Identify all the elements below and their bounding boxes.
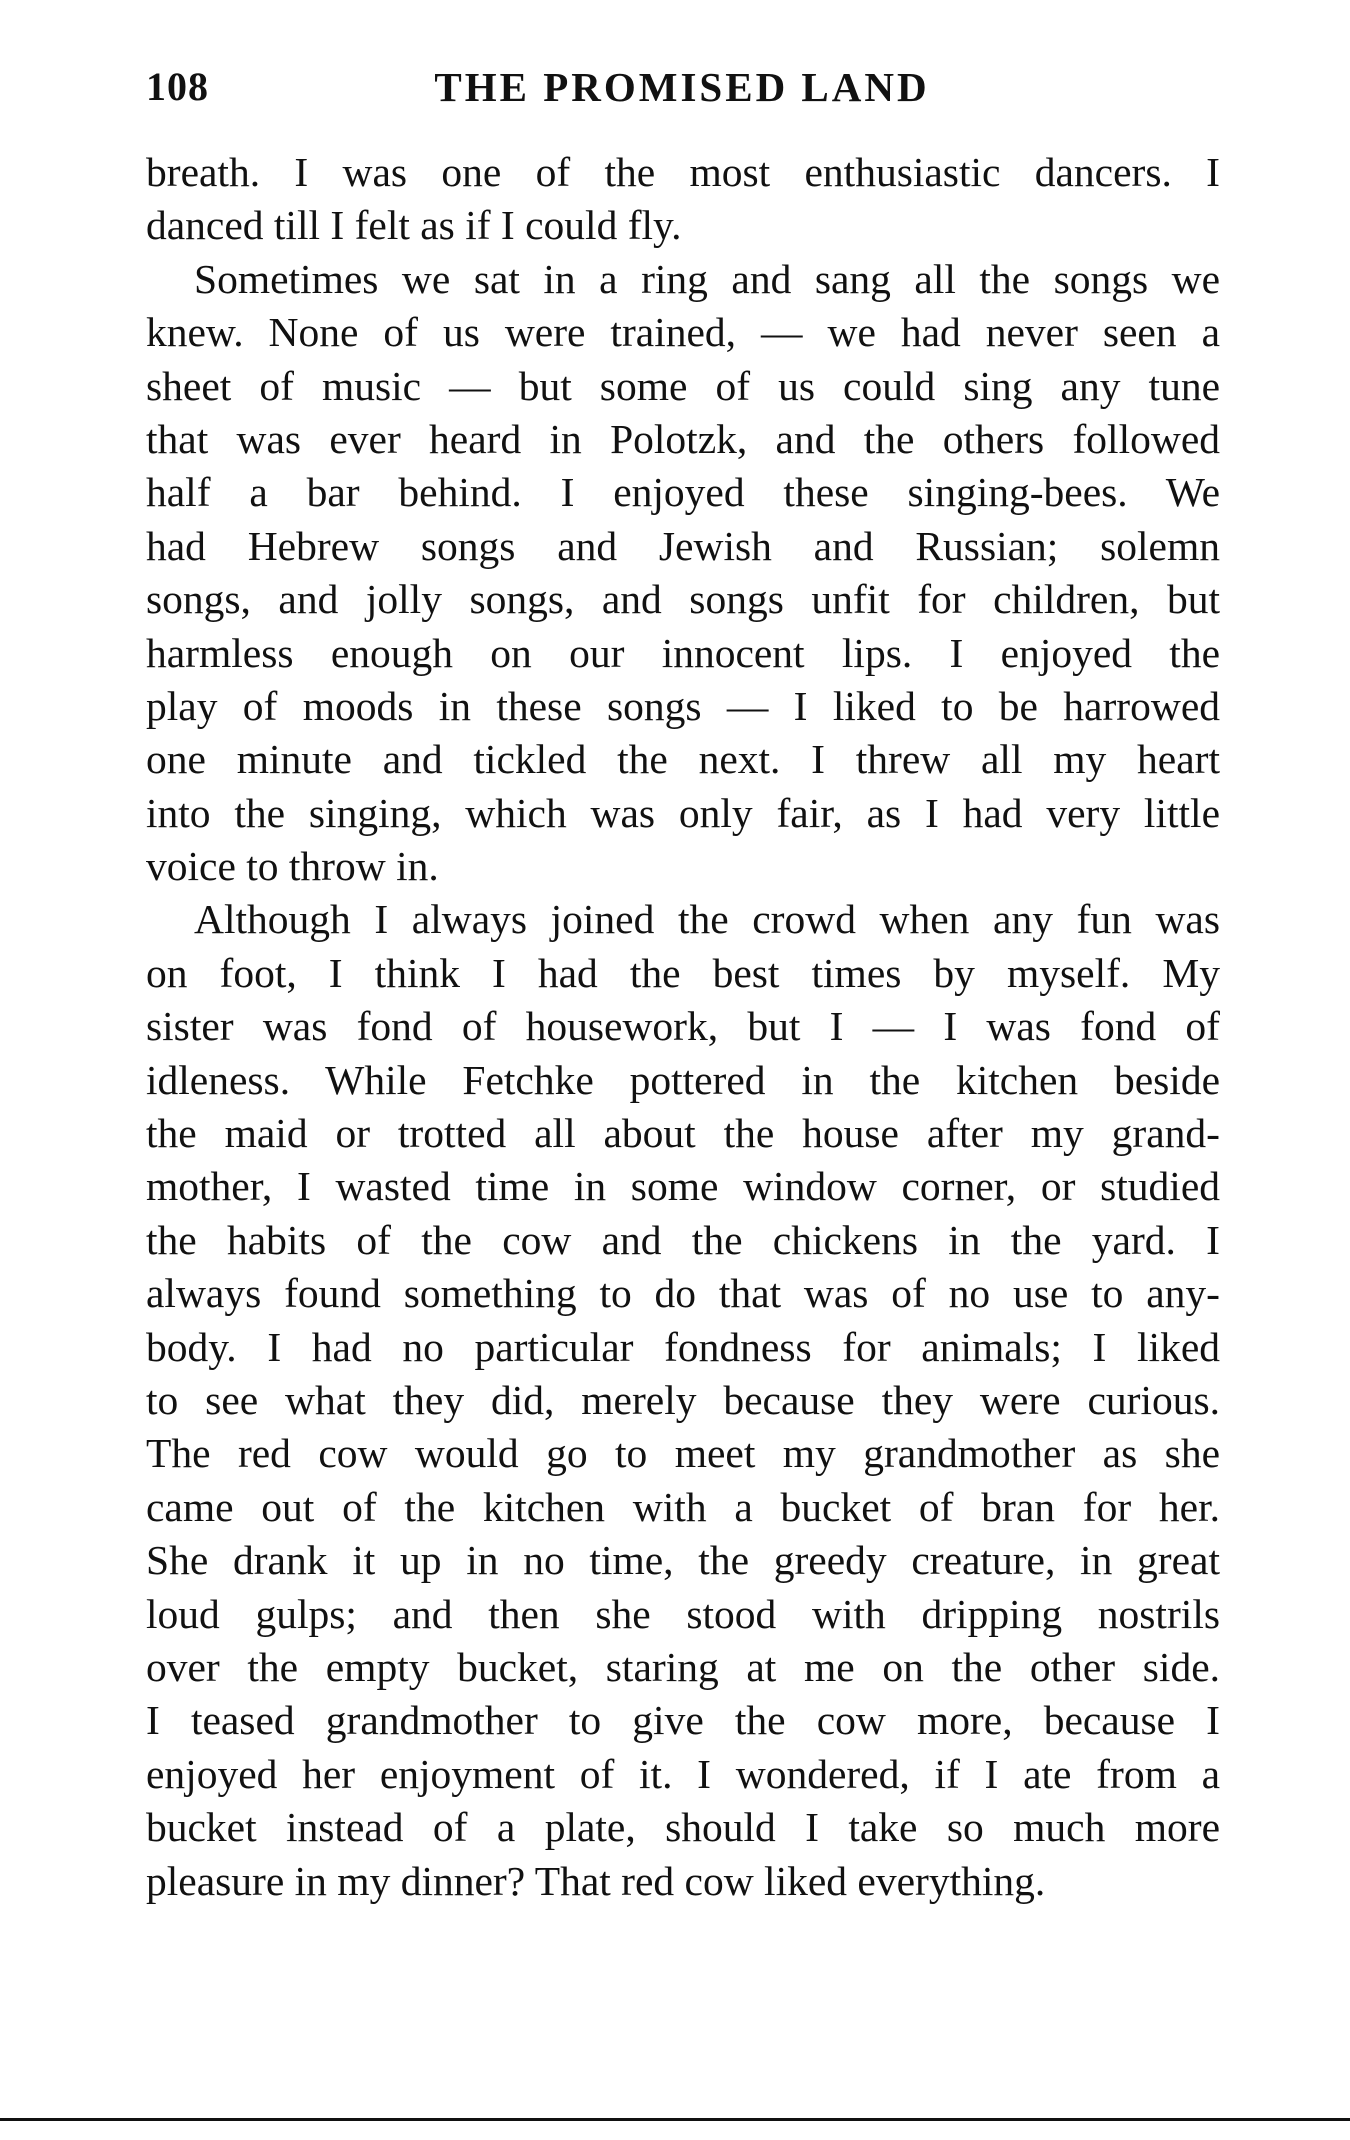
page-number: 108 — [146, 64, 209, 109]
text-line: Although I always joined the crowd when any fun was — [194, 896, 1220, 943]
body-text — [146, 146, 1220, 1908]
text-line: She drank it up in no time, the greedy creature, in great — [146, 1537, 1220, 1584]
page-header — [146, 62, 1218, 118]
text-line: songs, and jolly songs, and songs unfit for children, but — [146, 576, 1220, 623]
text-line: knew. None of us were trained, — we had never seen a — [146, 309, 1220, 356]
text-line: loud gulps; and then she stood with dripping nostrils — [146, 1590, 1220, 1637]
bottom-rule — [0, 2118, 1350, 2121]
text-line: into the singing, which was only fair, as I had very little — [146, 789, 1220, 836]
text-line: I teased grandmother to give the cow more, because I — [146, 1697, 1220, 1744]
text-line: half a bar behind. I enjoyed these singing-bees. We — [146, 469, 1220, 516]
text-line: body. I had no particular fondness for animals; I liked — [146, 1323, 1220, 1370]
text-line: breath. I was one of the most enthusiastic dancers. I — [146, 149, 1220, 195]
text-line: harmless enough on our innocent lips. I enjoyed the — [146, 629, 1220, 676]
text-line: the habits of the cow and the chickens in the yard. I — [146, 1216, 1220, 1263]
text-line: one minute and tickled the next. I threw all my heart — [146, 736, 1220, 783]
text-line: that was ever heard in Polotzk, and the others followed — [146, 415, 1220, 462]
text-line: play of moods in these songs — I liked to be harrowed — [146, 682, 1220, 729]
text-line: mother, I wasted time in some window corner, or studied — [146, 1163, 1220, 1210]
text-line: always found something to do that was of no use to any- — [146, 1270, 1220, 1317]
text-line: The red cow would go to meet my grandmother as she — [146, 1430, 1220, 1477]
text-line: had Hebrew songs and Jewish and Russian; solemn — [146, 522, 1220, 569]
text-line: pleasure in my dinner? That red cow liked everything. — [146, 1857, 1046, 1904]
text-line: sister was fond of housework, but I — I was fond of — [146, 1003, 1220, 1050]
text-line: came out of the kitchen with a bucket of bran for her. — [146, 1483, 1220, 1530]
text-line: to see what they did, merely because they were curious. — [146, 1376, 1220, 1423]
text-line: danced till I felt as if I could fly. — [146, 202, 682, 249]
text-line: over the empty bucket, staring at me on the other side. — [146, 1643, 1220, 1690]
text-line: enjoyed her enjoyment of it. I wondered, if I ate from a — [146, 1750, 1220, 1797]
text-line: idleness. While Fetchke pottered in the kitchen beside — [146, 1056, 1220, 1103]
text-line: the maid or trotted all about the house after my grand- — [146, 1110, 1220, 1157]
text-line: sheet of music — but some of us could sing any tune — [146, 362, 1220, 409]
text-line: voice to throw in. — [146, 843, 439, 890]
running-title: THE PROMISED LAND — [434, 64, 930, 110]
text-line: on foot, I think I had the best times by myself. My — [146, 949, 1220, 996]
text-line: Sometimes we sat in a ring and sang all the songs we — [194, 255, 1220, 302]
text-line: bucket instead of a plate, should I take so much more — [146, 1804, 1220, 1851]
